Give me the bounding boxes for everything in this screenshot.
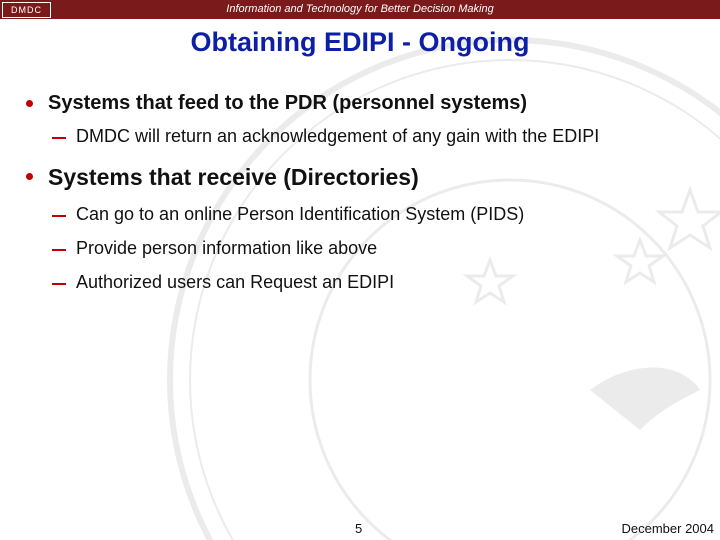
header-tagline: Information and Technology for Better Decision Making xyxy=(226,3,494,15)
sub-bullet-text: Provide person information like above xyxy=(76,238,378,258)
footer-date: December 2004 xyxy=(621,521,714,536)
bullet-text: Systems that feed to the PDR (personnel systems) xyxy=(48,92,528,114)
bullet-text: Systems that receive (Directories) xyxy=(48,164,419,190)
header-rule xyxy=(0,19,720,20)
dash-icon xyxy=(52,137,66,139)
page-number: 5 xyxy=(355,521,363,536)
sub-bullet-text: Authorized users can Request an EDIPI xyxy=(76,272,395,292)
org-logo-box: DMDC xyxy=(2,2,51,18)
dash-icon xyxy=(52,283,66,285)
bullet-dot-icon xyxy=(26,173,33,180)
sub-bullet-text: DMDC will return an acknowledgement of any gain with the EDIPI xyxy=(76,126,600,146)
bullet-dot-icon xyxy=(26,100,33,107)
sub-bullet-text: Can go to an online Person Identification System (PIDS) xyxy=(76,204,525,224)
slide-title: Obtaining EDIPI - Ongoing xyxy=(190,27,530,57)
dash-icon xyxy=(52,249,66,251)
dash-icon xyxy=(52,215,66,217)
